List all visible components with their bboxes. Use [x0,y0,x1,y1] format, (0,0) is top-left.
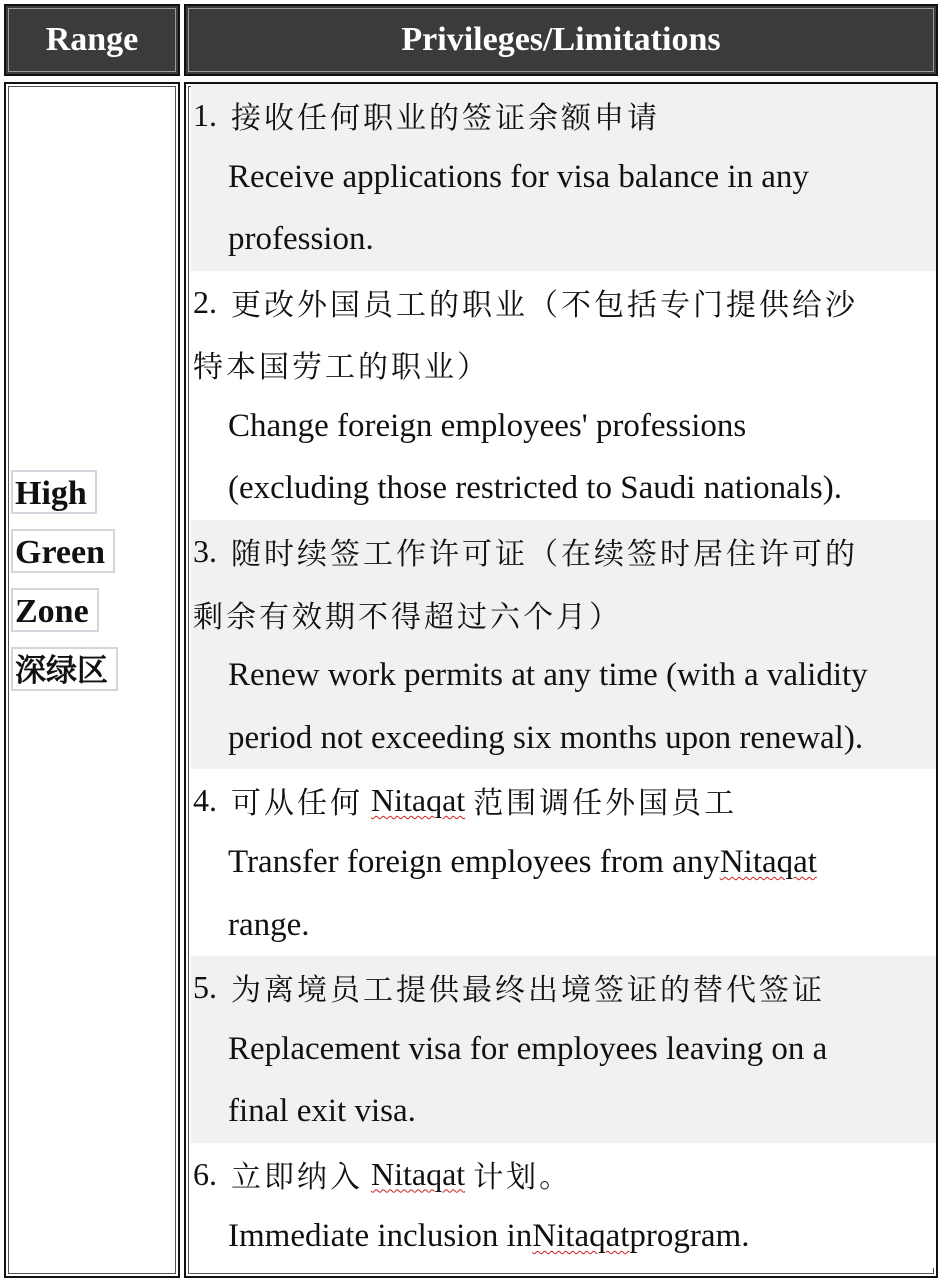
range-word-green: Green [11,529,115,573]
nitaqat-term: Nitaqat [532,1217,630,1254]
privilege-item-5 [191,956,936,1143]
privilege-5-zh [191,956,936,1018]
privilege-4-en-pre: Transfer foreign employees from any [228,844,720,881]
nitaqat-term: Nitaqat [719,844,817,881]
privilege-2-en-line-1: Change foreign employees' professions [228,408,747,445]
privilege-6-en-post: program. [629,1217,750,1254]
privilege-2-zh-text-1: 更改外国员工的职业（不包括专门提供给沙 [231,288,858,324]
privilege-6-zh [191,1143,936,1205]
privilege-2-en-line-2: (excluding those restricted to Saudi nationals). [228,470,843,507]
privilege-6-en-pre: Immediate inclusion in [228,1217,533,1254]
range-word-zone: Zone [11,588,99,632]
privilege-1-en-line-1: Receive applications for visa balance in any [228,158,809,195]
range-word-high: High [11,470,97,514]
privilege-item-4 [191,769,936,956]
privilege-6-zh-post: 计划。 [473,1160,573,1196]
privilege-4-en-line-1 [191,832,936,894]
privilege-6-number: 6. [193,1155,217,1192]
privilege-2-number: 2. [193,283,217,320]
privilege-5-en-line-2: final exit visa. [228,1093,416,1130]
range-word-chinese: 深绿区 [11,647,118,691]
privilege-4-number: 4. [193,781,217,818]
privilege-4-zh-post: 范围调任外国员工 [473,786,738,822]
privilege-1-en-line-2: profession. [228,221,374,258]
privilege-3-zh-text-1: 随时续签工作许可证（在续签时居住许可的 [231,537,858,573]
privilege-3-zh-line-1 [191,520,936,582]
privilege-3-zh-line-2: 剩余有效期不得超过六个月） [193,599,622,635]
privilege-3-number: 3. [193,532,217,569]
privilege-5-en-line-1: Replacement visa for employees leaving on a [228,1031,828,1068]
privilege-1-number: 1. [193,96,217,133]
privilege-5-number: 5. [193,968,217,1005]
privileges-column-header: Privileges/Limitations [184,4,938,76]
privilege-4-zh-pre: 可从任何 [231,786,363,822]
privilege-item-2 [191,271,936,520]
range-column-header: Range [4,4,180,76]
privilege-2-zh-line-2: 特本国劳工的职业） [193,350,490,386]
privileges-cell [184,82,938,1278]
privilege-item-6 [191,1143,936,1268]
privilege-2-zh-line-1 [191,271,936,333]
privilege-3-en-line-2: period not exceeding six months upon renewal). [228,719,864,756]
privilege-1-zh-text: 接收任何职业的签证余额申请 [231,101,660,137]
privilege-4-en-line-2: range. [228,906,310,943]
privilege-6-en [191,1205,936,1267]
privilege-1-zh [191,84,936,146]
range-cell [4,82,180,1278]
privilege-4-zh [191,769,936,831]
privilege-5-zh-text: 为离境员工提供最终出境签证的替代签证 [231,973,825,1009]
privilege-3-en-line-1: Renew work permits at any time (with a validity [228,657,868,694]
privilege-6-zh-pre: 立即纳入 [231,1160,363,1196]
nitaqat-term: Nitaqat [371,1155,466,1192]
privilege-item-3 [191,520,936,769]
range-label [11,470,118,706]
privileges-list [186,84,936,1268]
privilege-item-1 [191,84,936,271]
nitaqat-term: Nitaqat [371,781,466,818]
